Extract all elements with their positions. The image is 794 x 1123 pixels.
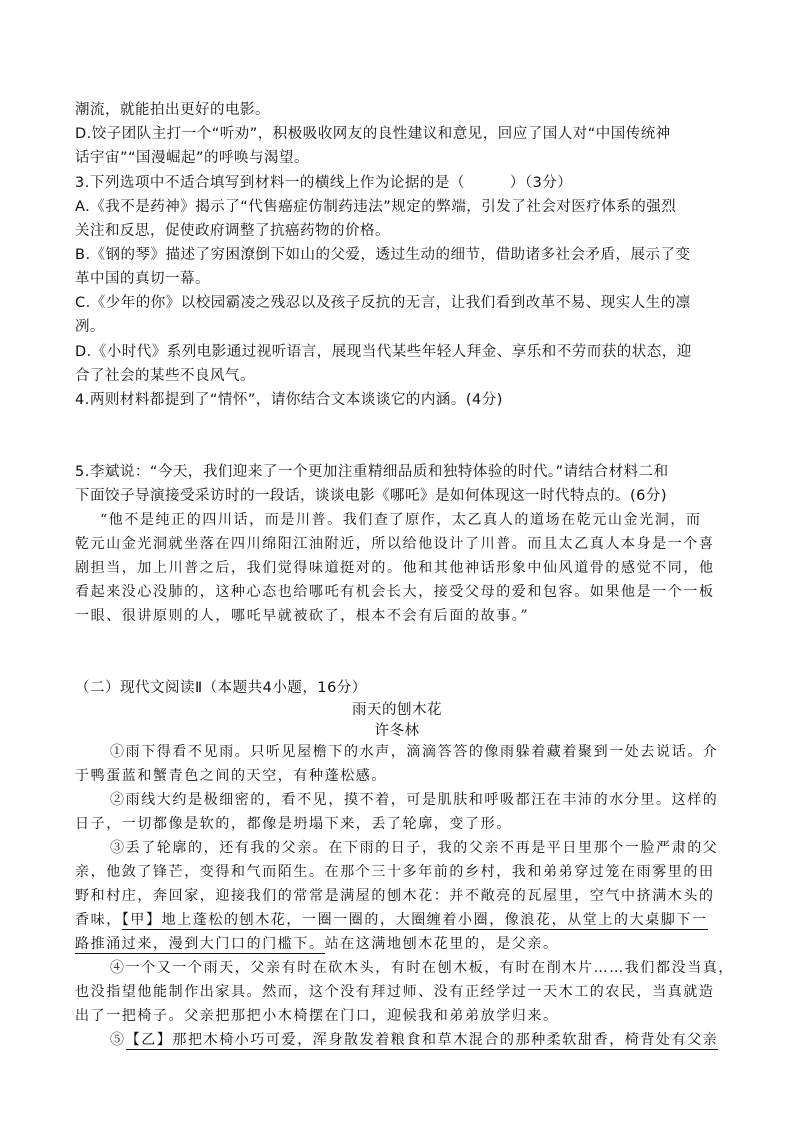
paragraph-4: ④一个又一个雨天，父亲有时在砍木头，有时在刨木板，有时在削木片……我们都没当真， [110, 960, 734, 976]
text-line: D.饺子团队主打一个“听劝”，积极吸收网友的良性建议和意见，回应了国人对“中国传统神 [75, 126, 671, 142]
paragraph-3: ③丢了轮廓的，还有我的父亲。在下雨的日子，我的父亲不再是平日里那个一脸严肃的父 [110, 840, 719, 856]
interview-quote: 剧担当，加上川普之后，我们觉得味道挺对的。他和其他神话形象中仙风道骨的感觉不同，他 [75, 560, 715, 576]
question-4: 4.两则材料都提到了“情怀”，请你结合文本谈谈它的内涵。(4分) [75, 392, 503, 408]
question-3-option-b: 革中国的真切一幕。 [75, 271, 210, 287]
underlined-passage-jia: 【甲】地上蓬松的刨木花，一圈一圈的，大圈缠着小圈，像浪花，从堂上的大桌脚下一 [121, 912, 708, 928]
paragraph-3-text: 站在这满地刨木花里的，是父亲。 [324, 936, 559, 952]
paragraph-3 [75, 909, 708, 929]
question-3-option-d: 合了社会的某些不良风气。 [75, 368, 255, 384]
paragraph-5-number: ⑤ [110, 1032, 126, 1048]
underlined-passage-yi: 【乙】那把木椅小巧可爱，浑身散发着粮食和草木混合的那种柔软甜香，椅背处有父亲 [125, 1032, 719, 1048]
question-3-option-a: A.《我不是药神》揭示了“代售癌症仿制药违法”规定的弊端，引发了社会对医疗体系的强烈 [75, 199, 677, 215]
question-3-option-c: 冽。 [75, 319, 105, 335]
paragraph-2: 日子，一切都像是软的，都像是坍塌下来，丢了轮廓，变了形。 [75, 816, 512, 832]
interview-quote: 一眼、很讲原则的人，哪吒早就被砍了，根本不会有后面的故事。” [75, 608, 530, 624]
paragraph-5 [110, 1029, 718, 1049]
paragraph-4: 也没指望他能制作出家具。然而，这个没有拜过师、没有正经学过一天木工的农民，当真就造 [75, 984, 715, 1000]
article-author: 许冬林 [374, 723, 420, 739]
paragraph-3: 亲，他敛了锋芒，变得和气而陌生。在那个三十多年前的乡村，我和弟弟穿过笼在雨雾里的田 [75, 864, 715, 880]
paragraph-1: 于鸭蛋蓝和蟹青色之间的天空，有种蓬松感。 [75, 768, 387, 784]
interview-quote: 乾元山金光洞就坐落在四川绵阳江油附近，所以给他设计了川普。而且太乙真人本身是一个喜 [75, 536, 715, 552]
paragraph-3-text: 香味， [75, 912, 122, 928]
interview-quote: 看起来没心没肺的，这种心态也给哪吒有机会长大，接受父母的爱和包容。如果他是一个一板 [75, 584, 715, 600]
paragraph-1: ①雨下得看不见雨。只听见屋檐下的水声，滴滴答答的像雨躲着藏着聚到一处去说话。介 [110, 744, 719, 760]
question-5-stem: 5.李斌说：“今天，我们迎来了一个更加注重精细品质和独特体验的时代。”请结合材料二和 [75, 464, 669, 480]
question-3-option-d: D.《小时代》系列电影通过视听语言，展现当代某些年轻人拜金、享乐和不劳而获的状态，迎 [75, 344, 692, 360]
question-3-stem: 3.下列选项中不适合填写到材料一的横线上作为论据的是（ ）（3分） [75, 175, 573, 191]
interview-quote: “他不是纯正的四川话，而是川普。我们查了原作，太乙真人的道场在乾元山金光洞，而 [100, 512, 702, 528]
paragraph-4: 出了一把椅子。父亲把那把小木椅摆在门口，迎候我和弟弟放学归来。 [75, 1008, 559, 1024]
question-3-option-b: B.《钢的琴》描述了穷困潦倒下如山的父爱，透过生动的细节，借助诸多社会矛盾，展示了变 [75, 247, 691, 263]
question-3-option-c: C.《少年的你》以校园霸凌之残忍以及孩子反抗的无言，让我们看到改革不易、现实人生的凛 [75, 295, 691, 311]
underlined-passage-jia: 路推涌过来，漫到大门口的门槛下。 [75, 936, 325, 952]
section-heading: （二）现代文阅读Ⅱ（本题共4小题，16分） [75, 680, 367, 696]
text-line: 潮流，就能拍出更好的电影。 [75, 102, 270, 118]
paragraph-3 [75, 933, 559, 953]
question-3-option-a: 关注和反思，促使政府调整了抗癌药物的价格。 [75, 223, 390, 239]
question-5-stem: 下面饺子导演接受采访时的一段话，谈谈电影《哪吒》是如何体现这一时代特点的。(6分) [75, 488, 668, 504]
paragraph-3: 野和村庄，奔回家，迎接我们的常常是满屋的刨木花：并不敞亮的瓦屋里，空气中挤满木头的 [75, 888, 715, 904]
text-line: 话宇宙”“国漫崛起”的呼唤与渴望。 [75, 150, 310, 166]
paragraph-2: ②雨线大约是极细密的，看不见，摸不着，可是肌肤和呼吸都汪在丰沛的水分里。这样的 [110, 792, 719, 808]
article-title: 雨天的刨木花 [352, 702, 442, 718]
